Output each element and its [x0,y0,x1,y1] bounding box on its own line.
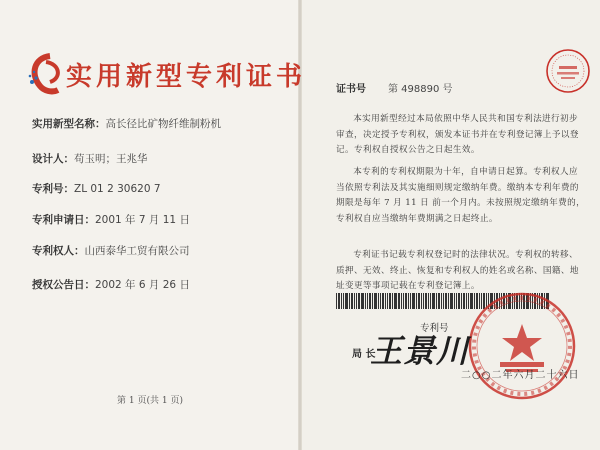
barcode-bar [454,293,455,309]
director-label: 局 长 [352,349,376,360]
application-date-field [32,212,190,227]
barcode-bar [372,293,373,309]
field-label: 专利号： [32,183,74,195]
grant-announcement-date-field [32,277,190,292]
barcode-bar [421,293,422,309]
barcode-bar [380,293,381,309]
barcode-bar [358,293,360,309]
barcode-bar [408,293,409,309]
barcode-bar [398,293,400,309]
barcode-bar [351,293,353,309]
barcode-bar [445,293,447,309]
barcode-bar [349,293,350,309]
barcode-bar [405,293,407,309]
barcode-bar [403,293,404,309]
barcode-bar [456,293,457,309]
barcode-bar [345,293,348,309]
barcode-bar [369,293,371,309]
barcode-bar [418,293,420,309]
barcode-bar [341,293,342,309]
barcode-bar [412,293,415,309]
barcode-bar [438,293,440,309]
patentee-field [32,243,190,258]
barcode-bar [385,293,386,309]
barcode-bar [432,293,435,309]
barcode-bar [367,293,368,309]
barcode-bar [336,293,337,309]
barcode-bar [428,293,429,309]
barcode-bar [423,293,424,309]
barcode-bar [354,293,355,309]
designer-field [32,151,148,166]
field-label: 设计人： [32,153,74,165]
barcode-bar [443,293,444,309]
barcode-bar [387,293,388,309]
certificate-number-value: 第 498890 号 [388,84,453,95]
field-value: 高长径比矿物纤维制粉机 [105,118,221,130]
field-value: ZL 01 2 30620 7 [74,183,161,195]
barcode-bar [430,293,431,309]
field-value: 山西泰华工贸有限公司 [84,245,190,257]
barcode-bar [389,293,391,309]
paragraph-grant: 本实用新型经过本局依照中华人民共和国专利法进行初步审查，决定授予专利权，颁发本证书并在专利登记簿上予以登记。专利权自授权公告之日起生效。 [336,114,579,156]
patent-office-logo [24,52,66,96]
barcode-bar [392,293,393,309]
signing-date: 二○○二年六月二十六日 [461,370,580,381]
page-number: 第 1 页(共 1 页) [117,396,183,406]
barcode-bar [343,293,344,309]
director-signature: 王景川 [370,332,470,370]
paragraph-term: 本专利的专利权期限为十年，自申请日起算。专利权人应当依照专利法及其实施细则规定缴纳年费。缴纳本专利年费的期限是每年 7 月 11 日 前一个月内。未按照规定缴纳年费的，专利权自应当缴纳年费期满之日起终止。 [336,167,586,224]
round-stamp-icon [545,48,591,94]
field-value: 苟玉明；王兆华 [74,153,148,165]
national-ip-office-seal-icon [458,290,586,402]
barcode-bar [425,293,427,309]
certificate-number [336,80,453,95]
barcode-bar [436,293,437,309]
barcode-bar [378,293,379,309]
field-value: 2001 年 7 月 11 日 [95,214,190,226]
utility-model-name-field [32,116,221,131]
barcode-bar [356,293,357,309]
patent-number-field [32,181,161,196]
barcode-bar [394,293,397,309]
certificate-title: 实用新型专利证书 [66,62,307,92]
patent-number-label: 专利号 [420,323,449,334]
barcode-bar [441,293,442,309]
field-label: 授权公告日： [32,279,95,291]
certificate-number-label: 证书号 [336,84,366,95]
field-label: 专利申请日： [32,214,95,226]
field-label: 实用新型名称： [32,118,106,130]
barcode-bar [450,293,453,309]
barcode-bar [416,293,417,309]
barcode-bar [410,293,411,309]
barcode-bar [382,293,384,309]
barcode-bar [365,293,366,309]
field-value: 2002 年 6 月 26 日 [95,279,190,291]
barcode-bar [361,293,364,309]
barcode-bar [374,293,377,309]
barcode-bar [448,293,449,309]
barcode-bar [338,293,340,309]
barcode-bar [401,293,402,309]
paragraph-legal-status: 专利证书记载专利权登记时的法律状况。专利权的转移、质押、无效、终止、恢复和专利权人的姓名或名称、国籍、地址变更等事项记载在专利登记簿上。 [336,250,579,292]
field-label: 专利权人： [32,245,85,257]
